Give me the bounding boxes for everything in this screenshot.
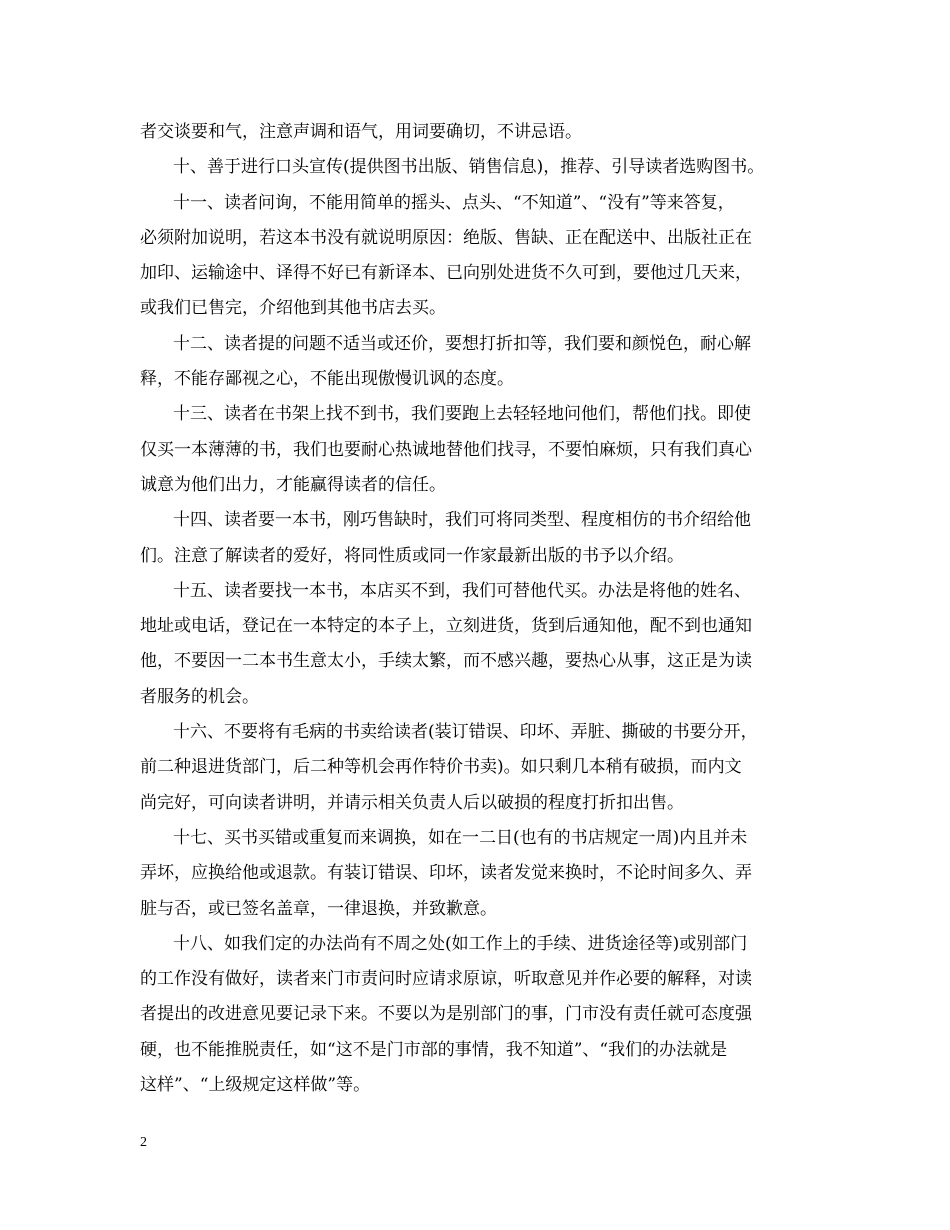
text-line: 十八、如我们定的办法尚有不周之处(如工作上的手续、进货途径等)或别部门 — [173, 933, 748, 954]
text-line: 诚意为他们出力，才能赢得读者的信任。 — [140, 474, 446, 495]
text-line: 者交谈要和气，注意声调和语气，用词要确切，不讲忌语。 — [140, 122, 582, 142]
text-line: 十六、不要将有毛病的书卖给读者(装订错误、印坏、弄脏、撕破的书要分开， — [173, 722, 758, 743]
text-line: 释，不能存鄙视之心，不能出现傲慢讥讽的态度。 — [140, 369, 514, 390]
body-text — [140, 115, 830, 1103]
text-line: 脏与否，或已签名盖章，一律退换，并致歉意。 — [140, 898, 497, 919]
text-line: 十、善于进行口头宣传(提供图书出版、销售信息)，推荐、引导读者选购图书。 — [173, 157, 765, 178]
text-line: 这样”、“上级规定这样做”等。 — [140, 1075, 371, 1096]
text-line: 十四、读者要一本书，刚巧售缺时，我们可将同类型、程度相仿的书介绍给他 — [173, 510, 751, 531]
text-line: 们。注意了解读者的爱好，将同性质或同一作家最新出版的书予以介绍。 — [140, 545, 684, 566]
text-line: 前二种退进货部门，后二种等机会再作特价书卖)。如只剩几本稍有破损，而内文 — [140, 757, 742, 778]
text-line: 十三、读者在书架上找不到书，我们要跑上去轻轻地问他们，帮他们找。即使 — [173, 404, 751, 425]
text-line: 必须附加说明，若这本书没有就说明原因：绝版、售缺、正在配送中、出版社正在 — [140, 227, 752, 248]
text-line: 或我们已售完，介绍他到其他书店去买。 — [140, 298, 446, 319]
text-line: 十七、买书买错或重复而来调换，如在一二日(也有的书店规定一周)内且并未 — [173, 827, 748, 848]
text-line: 硬，也不能推脱责任，如“这不是门市部的事情，我不知道”、“我们的办法就是 — [140, 1039, 728, 1060]
text-line: 加印、运输途中、译得不好已有新译本、已向别处进货不久可到，要他过几天来， — [140, 263, 752, 284]
text-line: 尚完好，可向读者讲明，并请示相关负责人后以破损的程度打折扣出售。 — [140, 792, 684, 813]
text-line: 十一、读者问询，不能用简单的摇头、点头、“不知道”、“没有”等来答复， — [173, 192, 735, 213]
text-line: 的工作没有做好，读者来门市责问时应请求原谅，听取意见并作必要的解释，对读 — [140, 969, 752, 990]
text-line: 他，不要因一二本书生意太小，手续太繁，而不感兴趣，要热心从事，这正是为读 — [140, 651, 752, 672]
text-line: 地址或电话，登记在一本特定的本子上，立刻进货，货到后通知他，配不到也通知 — [140, 616, 752, 637]
text-line: 弄坏，应换给他或退款。有装订错误、印坏，读者发觉来换时，不论时间多久、弄 — [140, 863, 752, 884]
text-line: 仅买一本薄薄的书，我们也要耐心热诚地替他们找寻，不要怕麻烦，只有我们真心 — [140, 439, 752, 460]
text-line: 十五、读者要找一本书，本店买不到，我们可替他代买。办法是将他的姓名、 — [173, 580, 751, 601]
text-line: 者提出的改进意见要记录下来。不要以为是别部门的事，门市没有责任就可态度强 — [140, 1004, 752, 1025]
text-line: 十二、读者提的问题不适当或还价，要想打折扣等，我们要和颜悦色，耐心解 — [173, 333, 751, 354]
page-number: 2 — [140, 1135, 147, 1150]
text-line: 者服务的机会。 — [140, 686, 259, 707]
